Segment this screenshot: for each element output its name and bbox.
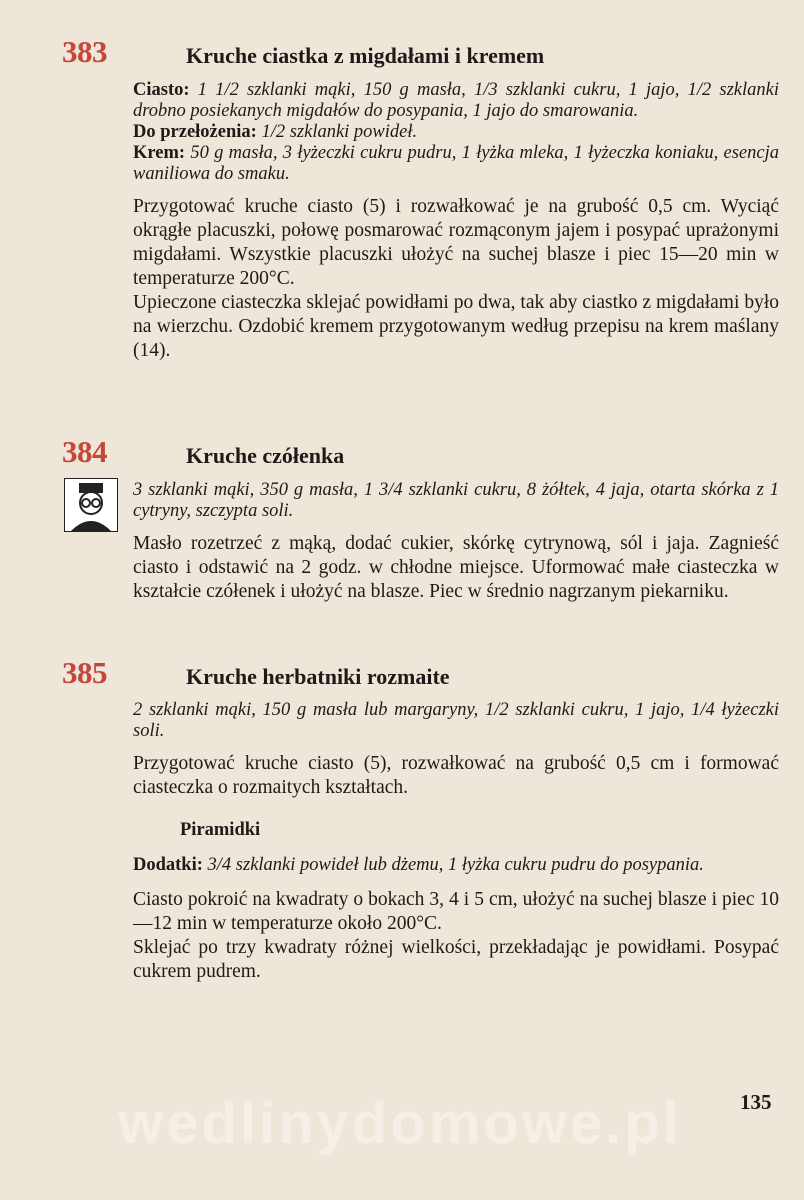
ingredients-dough: Ciasto: 1 1/2 szklanki mąki, 150 g masła, 1/3 szklanki cukru, 1 jajo, 1/2 szklanki drobno posiekanych migdałów do posypania, 1 jajo do smarowania.	[133, 80, 780, 121]
chef-face-icon	[64, 478, 118, 532]
recipe-number: 385	[62, 655, 107, 690]
recipe-title: Kruche czółenka	[186, 443, 345, 468]
recipe-384-body	[133, 480, 779, 604]
ingredients-filling: Do przełożenia: 1/2 szklanki powideł.	[133, 122, 418, 142]
instruction-paragraph: Upieczone ciasteczka sklejać powidłami po dwa, tak aby ciastko z migdałami było na wierzchu. Ozdobić kremem przygotowanym według przepisu na krem maślany (14).	[133, 292, 779, 361]
recipe-title: Kruche ciastka z migdałami i kremem	[186, 43, 545, 68]
ingredients: 2 szklanki mąki, 150 g masła lub margaryny, 1/2 szklanki cukru, 1 jajo, 1/4 łyżeczki soli.	[133, 700, 779, 741]
recipe-385-body	[133, 700, 779, 800]
instruction-paragraph: Ciasto pokroić na kwadraty o bokach 3, 4 i 5 cm, ułożyć na suchej blasze i piec 10—12 min w temperaturze około 200°C.	[133, 889, 779, 934]
watermark: wedlinydomowe.pl	[118, 1091, 682, 1156]
instruction-paragraph: Sklejać po trzy kwadraty różnej wielkości, przekładając je powidłami. Posypać cukrem pudrem.	[133, 937, 779, 982]
subsection-body	[133, 855, 779, 984]
instruction-paragraph: Przygotować kruche ciasto (5) i rozwałkować je na grubość 0,5 cm. Wyciąć okrągłe placuszki, połowę posmarować rozmąconym jajem i posypać uprażonymi migdałami. Wszystkie placuszki ułożyć na suchej blasze i piec 15—20 min w temperaturze 200°C.	[133, 196, 779, 289]
ingredients-cream: Krem: 50 g masła, 3 łyżeczki cukru pudru, 1 łyżka mleka, 1 łyżeczka koniaku, esencja waniliowa do smaku.	[133, 143, 779, 184]
subsection-title: Piramidki	[180, 820, 261, 840]
page-number: 135	[740, 1090, 772, 1114]
recipe-number: 383	[62, 34, 107, 69]
recipe-title: Kruche herbatniki rozmaite	[186, 664, 450, 689]
instruction-paragraph: Masło rozetrzeć z mąką, dodać cukier, skórkę cytrynową, sól i jaja. Zagnieść ciasto i odstawić na 2 godz. w chłodne miejsce. Uformować małe ciasteczka w kształcie czółenek i ułożyć na blasze. Piec w średnio nagrzanym piekarniku.	[133, 533, 779, 602]
recipe-number: 384	[62, 434, 107, 469]
ingredients: 3 szklanki mąki, 350 g masła, 1 3/4 szklanki cukru, 8 żółtek, 4 jaja, otarta skórka z 1 cytryny, szczypta soli.	[133, 480, 779, 521]
recipe-383-body	[133, 80, 779, 363]
subsection-ingredients: Dodatki: 3/4 szklanki powideł lub dżemu, 1 łyżka cukru pudru do posypania.	[133, 855, 704, 875]
instruction-paragraph: Przygotować kruche ciasto (5), rozwałkować na grubość 0,5 cm i formować ciasteczka o rozmaitych kształtach.	[133, 753, 779, 798]
